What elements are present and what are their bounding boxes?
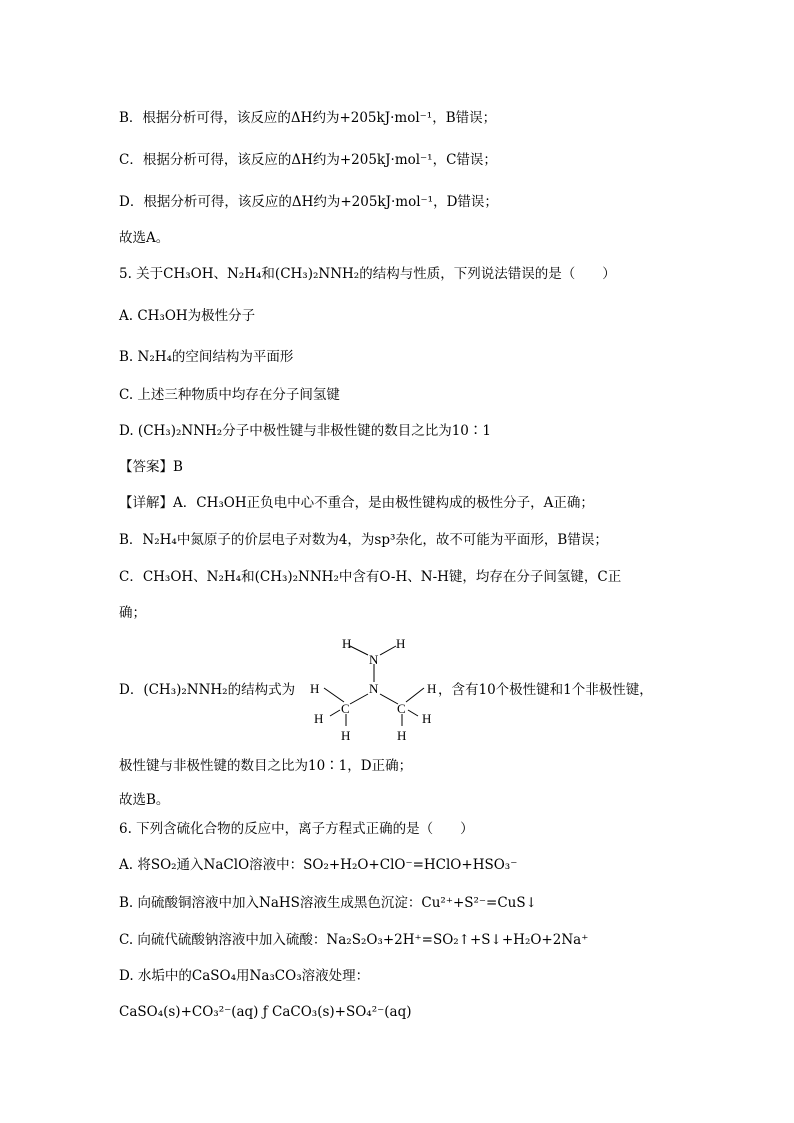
detail-line-d-cont: 极性键与非极性键的数目之比为10∶1，D正确； xyxy=(119,758,413,774)
atom-h6: H xyxy=(422,711,432,726)
conclusion-line: 故选A。 xyxy=(119,230,170,246)
explanation-line-d: D．根据分析可得，该反应的ΔH约为+205kJ·mol⁻¹，D错误； xyxy=(119,194,498,210)
atom-h5: H xyxy=(314,711,324,726)
detail-line-d-pre: D．(CH₃)₂NNH₂的结构式为 xyxy=(119,682,296,698)
atom-h1: H xyxy=(342,636,352,651)
detail-line-a: 【详解】A．CH₃OH正负电中心不重合，是由极性键构成的极性分子，A正确； xyxy=(119,495,594,511)
question-6-stem: 6. 下列含硫化合物的反应中，离子方程式正确的是（ ） xyxy=(119,821,474,837)
atom-h7: H xyxy=(341,728,351,743)
question-5-option-c: C. 上述三种物质中均存在分子间氢键 xyxy=(119,387,340,403)
detail-line-c: C．CH₃OH、N₂H₄和(CH₃)₂NNH₂中含有O-H、N-H键，均存在分子间氢键，C正 xyxy=(119,569,622,585)
atom-c2: C xyxy=(397,701,406,716)
question-5-option-a: A. CH₃OH为极性分子 xyxy=(119,308,256,324)
atom-h8: H xyxy=(397,728,407,743)
explanation-line-c: C．根据分析可得，该反应的ΔH约为+205kJ·mol⁻¹，C错误； xyxy=(119,152,497,168)
detail-line-b: B．N₂H₄中氮原子的价层电子对数为4，为sp³杂化，故不可能为平面形，B错误； xyxy=(119,532,608,548)
question-6-option-d-equation: CaSO₄(s)+CO₃²⁻(aq) ƒ CaCO₃(s)+SO₄²⁻(aq) xyxy=(119,1004,412,1020)
atom-n2: N xyxy=(369,681,379,696)
question-6-option-a: A. 将SO₂通入NaClO溶液中：SO₂+H₂O+ClO⁻=HClO+HSO₃⁻ xyxy=(119,857,518,873)
atom-h3: H xyxy=(310,681,320,696)
detail-line-d-post: ，含有10个极性键和1个非极性键， xyxy=(438,682,653,698)
conclusion-line-2: 故选B。 xyxy=(119,792,170,808)
atom-h4: H xyxy=(427,681,437,696)
answer-line: 【答案】B xyxy=(119,459,183,475)
question-5-option-b: B. N₂H₄的空间结构为平面形 xyxy=(119,349,294,365)
explanation-line-b: B．根据分析可得，该反应的ΔH约为+205kJ·mol⁻¹，B错误； xyxy=(119,110,497,126)
question-6-option-c: C. 向硫代硫酸钠溶液中加入硫酸：Na₂S₂O₃+2H⁺=SO₂↑+S↓+H₂O+2Na⁺ xyxy=(119,932,589,948)
question-5-option-d: D. (CH₃)₂NNH₂分子中极性键与非极性键的数目之比为10∶1 xyxy=(119,423,491,439)
detail-line-c-cont: 确； xyxy=(119,605,146,621)
structural-formula-diagram xyxy=(300,628,440,744)
atom-h2: H xyxy=(396,636,406,651)
question-6-option-d: D. 水垢中的CaSO₄用Na₃CO₃溶液处理： xyxy=(119,968,370,984)
question-5-stem: 5. 关于CH₃OH、N₂H₄和(CH₃)₂NNH₂的结构与性质，下列说法错误的是（ ） xyxy=(119,266,616,282)
question-6-option-b: B. 向硫酸铜溶液中加入NaHS溶液生成黑色沉淀：Cu²⁺+S²⁻=CuS↓ xyxy=(119,895,537,911)
atom-n1: N xyxy=(369,652,379,667)
atom-c1: C xyxy=(341,701,350,716)
